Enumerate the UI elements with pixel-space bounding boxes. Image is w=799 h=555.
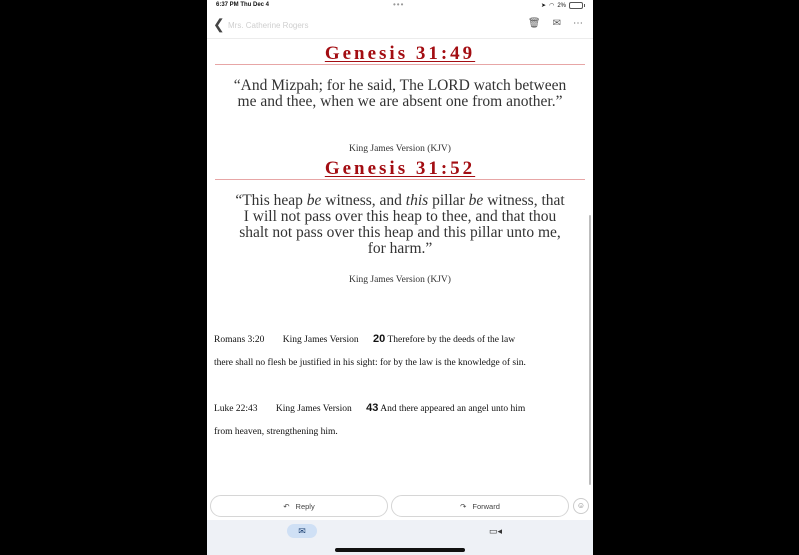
- more-icon[interactable]: ⋯: [573, 18, 583, 29]
- multitask-dots[interactable]: •••: [393, 0, 405, 9]
- battery-percent: 2%: [557, 2, 566, 9]
- verse-line: from heaven, strengthening him.: [214, 427, 338, 437]
- chevron-left-icon[interactable]: ❮: [213, 16, 225, 32]
- status-bar: [207, 0, 593, 12]
- reference-divider: [215, 64, 585, 65]
- reply-label: Reply: [295, 501, 315, 511]
- verse-text: And there appeared an angel unto him: [380, 404, 526, 414]
- verse-ref: Romans 3:20: [214, 335, 265, 345]
- forward-label: Forward: [472, 501, 500, 511]
- device-screen: [207, 0, 593, 555]
- battery-icon: [569, 2, 583, 9]
- mail-tab[interactable]: [287, 524, 317, 538]
- mail-icon[interactable]: ✉: [552, 18, 561, 29]
- passage-reference: Genesis 31:49: [324, 43, 476, 64]
- scrollbar[interactable]: [589, 215, 591, 485]
- version-label: King James Version (KJV): [349, 144, 451, 154]
- verse-text: Therefore by the deeds of the law: [387, 335, 516, 345]
- wifi-icon: ◠: [549, 3, 555, 9]
- reference-divider: [215, 179, 585, 180]
- nav-actions: [528, 18, 583, 29]
- passage-text: “And Mizpah; for he said, The LORD watch between me and thee, when we are absent one from another.”: [233, 77, 567, 110]
- verse-line: there shall no flesh be justified in his sight: for by the law is the knowledge of sin.: [214, 358, 526, 368]
- location-icon: ➤: [541, 3, 547, 9]
- home-indicator[interactable]: [335, 548, 465, 552]
- verse-version: King James Version: [282, 335, 359, 345]
- verse-version: King James Version: [275, 404, 352, 414]
- mail-icon: ✉: [298, 526, 306, 536]
- reply-bar: [207, 490, 593, 520]
- verse-ref: Luke 22:43: [214, 404, 258, 414]
- trash-icon[interactable]: 🗑: [527, 18, 541, 29]
- status-time: 6:37 PM Thu Dec 4: [216, 2, 270, 8]
- passage-reference: Genesis 31:52: [324, 158, 476, 179]
- message-body: [207, 38, 593, 490]
- verse-line: [214, 333, 515, 345]
- passage-text: “This heap be witness, and this pillar be witness, that I will not pass over this heap to thee, and that thou shalt not pass over this heap and this pillar unto me, for harm.”: [235, 192, 565, 257]
- reply-button[interactable]: [210, 495, 388, 517]
- version-label: King James Version (KJV): [349, 275, 451, 285]
- video-icon: ▭◂: [489, 526, 503, 536]
- nav-title: Mrs. Catherine Rogers: [228, 21, 309, 30]
- video-tab[interactable]: [489, 526, 502, 537]
- mail-navbar: [207, 12, 593, 39]
- verse-number: 43: [366, 402, 379, 414]
- verse-number: 20: [372, 333, 386, 345]
- verse-line: [214, 402, 525, 414]
- forward-button[interactable]: [391, 495, 569, 517]
- reply-arrow-icon: ↶: [283, 501, 290, 511]
- forward-arrow-icon: ↷: [460, 501, 467, 511]
- tab-bar: [207, 520, 593, 555]
- status-indicators: [541, 2, 583, 9]
- emoji-icon[interactable]: ☺: [573, 498, 589, 514]
